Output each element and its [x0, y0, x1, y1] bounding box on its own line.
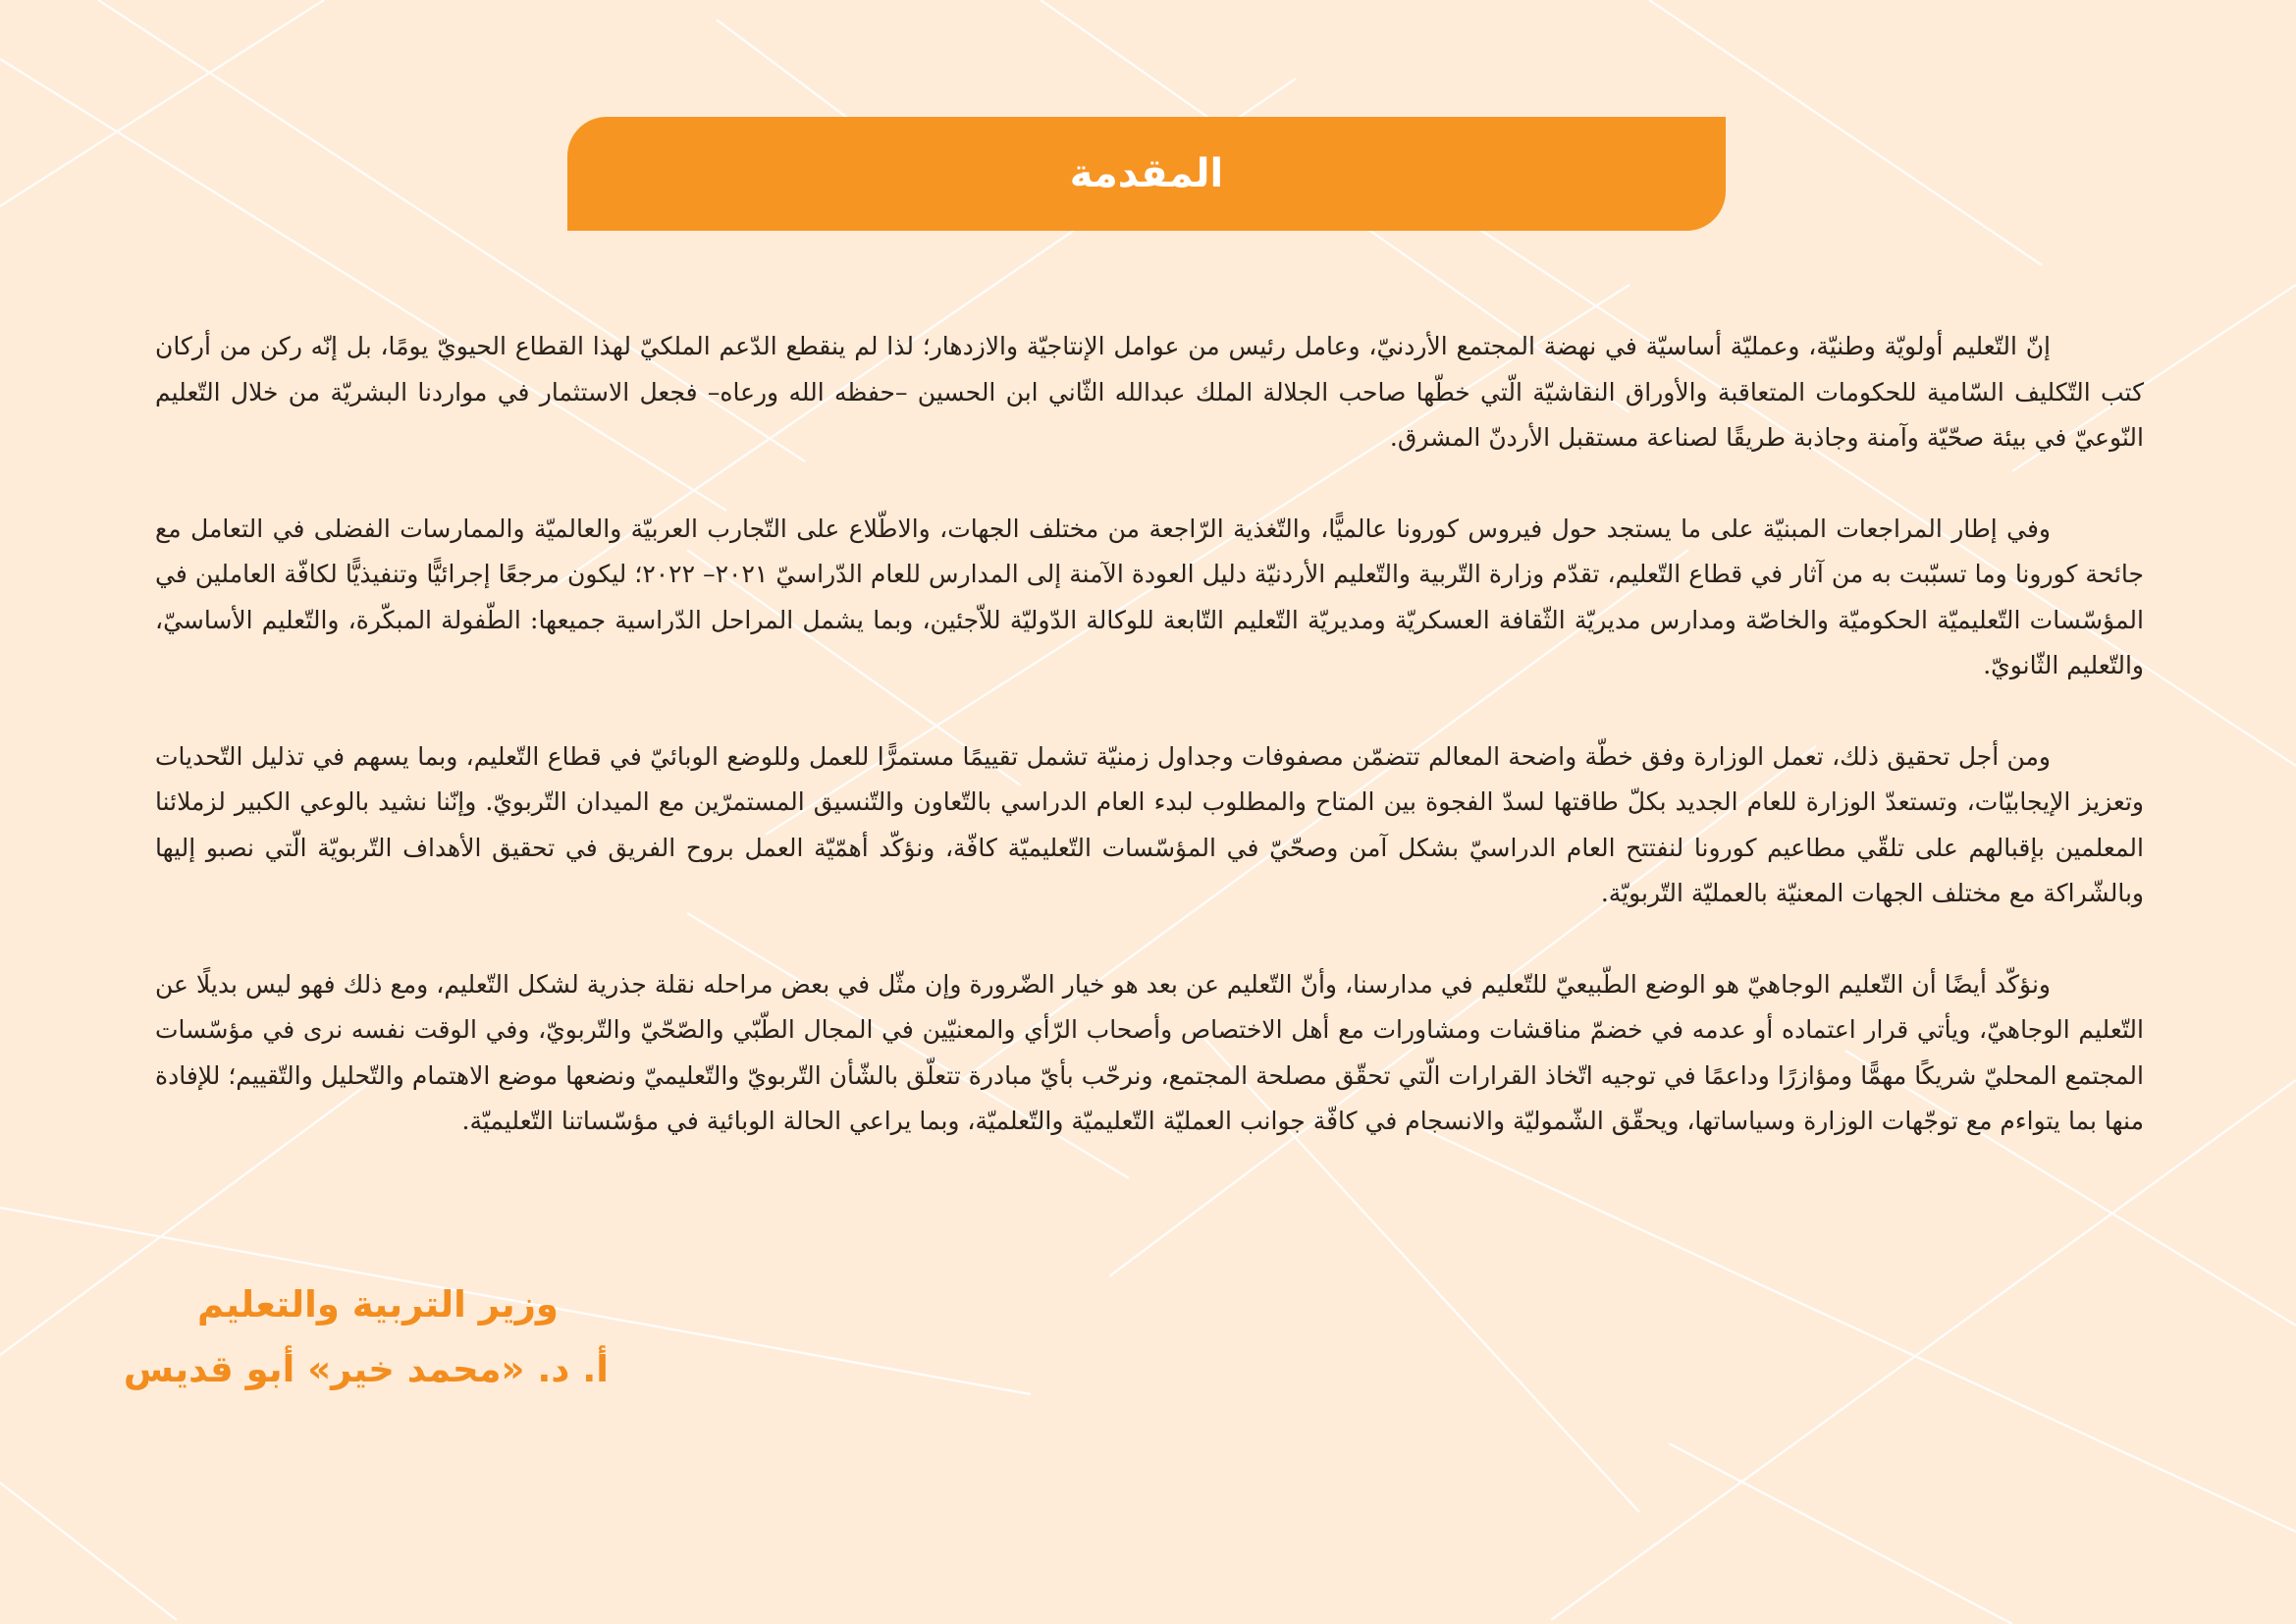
signature-block [123, 1272, 609, 1402]
paragraph: إنّ التّعليم أولويّة وطنيّة، وعمليّة أساسيّة في نهضة المجتمع الأردنيّ، وعامل رئيس من عوامل الإنتاجيّة والازدهار؛ لذا لم ينقطع الدّعم الملكيّ لهذا القطاع الحيويّ يومًا، بل إنّه ركن من أركان كتب التّكليف السّامية للحكومات المتعاقبة والأوراق النقاشيّة الّتي خطّها صاحب الجلالة الملك عبدالله الثّاني ابن الحسين –حفظه الله ورعاه– فجعل الاستثمار في مواردنا البشريّة من خلال التّعليم النّوعيّ في بيئة صحّيّة وآمنة وجاذبة طريقًا لصناعة مستقبل الأردنّ المشرق. [155, 332, 2144, 452]
introduction-body [155, 324, 2144, 1190]
signature-title: وزير التربية والتعليم [197, 1283, 559, 1326]
paragraph: وفي إطار المراجعات المبنيّة على ما يستجد حول فيروس كورونا عالميًّا، والتّغذية الرّاجعة من مختلف الجهات، والاطّلاع على التّجارب العربيّة والعالميّة والممارسات الفضلى في التعامل مع جائحة كورونا وما تسبّبت به من آثار في قطاع التّعليم، تقدّم وزارة التّربية والتّعليم الأردنيّة دليل العودة الآمنة إلى المدارس للعام الدّراسيّ ٢٠٢١– ٢٠٢٢؛ ليكون مرجعًا إجرائيًّا وتنفيذيًّا لكافّة العاملين في المؤسّسات التّعليميّة الحكوميّة والخاصّة ومدارس مديريّة الثّقافة العسكريّة ومديريّة التّعليم التّابعة للوكالة الدّوليّة للاّجئين، وبما يشمل المراحل الدّراسية جميعها: الطّفولة المبكّرة، والتّعليم الأساسيّ، والتّعليم الثّانويّ. [155, 514, 2144, 679]
paragraph: ومن أجل تحقيق ذلك، تعمل الوزارة وفق خطّة واضحة المعالم تتضمّن مصفوفات وجداول زمنيّة تشمل تقييمًا مستمرًّا للعمل وللوضع الوبائيّ في قطاع التّعليم، وبما يسهم في تذليل التّحديات وتعزيز الإيجابيّات، وتستعدّ الوزارة للعام الجديد بكلّ طاقتها لسدّ الفجوة بين المتاح والمطلوب لبدء العام الدراسي بالتّعاون والتّنسيق المستمرّين مع الميدان التّربويّ. وإنّنا نشيد بالوعي الكبير لزملائنا المعلمين بإقبالهم على تلقّي مطاعيم كورونا لنفتتح العام الدراسيّ بشكل آمن وصحّيّ في المؤسّسات التّعليميّة كافّة، ونؤكّد أهمّيّة العمل بروح الفريق في تحقيق الأهداف التّربويّة الّتي نصبو إليها وبالشّراكة مع مختلف الجهات المعنيّة بالعمليّة التّربويّة. [155, 741, 2144, 907]
page-title: المقدمة [1069, 151, 1224, 196]
paragraph: ونؤكّد أيضًا أن التّعليم الوجاهيّ هو الوضع الطّبيعيّ للتّعليم في مدارسنا، وأنّ التّعليم عن بعد هو خيار الضّرورة وإن مثّل في بعض مراحله نقلة جذرية لشكل التّعليم، ومع ذلك فهو ليس بديلًا عن التّعليم الوجاهيّ، ويأتي قرار اعتماده أو عدمه في خضمّ مناقشات ومشاورات مع أهل الاختصاص وأصحاب الرّأي والمعنيّين في المجال الطّبّي والصّحّيّ والتّربويّ، وفي الوقت نفسه نرى في مؤسّسات المجتمع المحليّ شريكًا مهمًّا ومؤازرًا وداعمًا في توجيه اتّخاذ القرارات الّتي تحقّق مصلحة المجتمع، ونرحّب بأيّ مبادرة تتعلّق بالشّأن التّربويّ والتّعليميّ ونضعها موضع الاهتمام والتّحليل والتّقييم؛ للإفادة منها بما يتواءم مع توجّهات الوزارة وسياساتها، ويحقّق الشّموليّة والانسجام في كافّة جوانب العمليّة التّعليميّة والتّعلميّة، وبما يراعي الحالة الوبائية في مؤسّساتنا التّعليميّة. [155, 969, 2144, 1135]
signature-name: أ. د. «محمد خير» أبو قديس [123, 1348, 609, 1390]
title-banner [567, 117, 1726, 231]
